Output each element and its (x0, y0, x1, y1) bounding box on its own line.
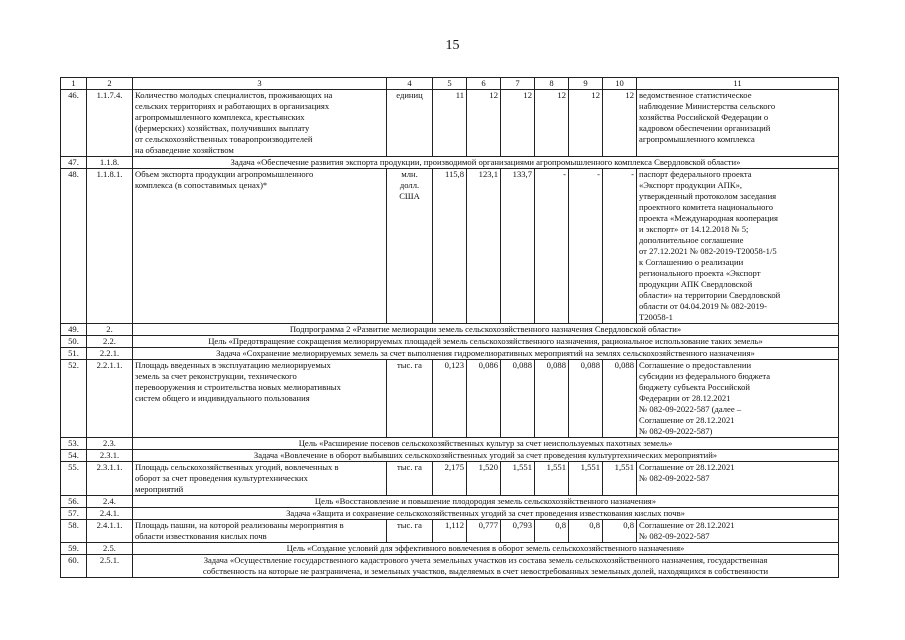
row-number-cell: 54. (61, 450, 87, 462)
source-cell: ведомственное статистическое наблюдение Министерства сельского хозяйства Российской Федерации о кадровом обеспечении организаций агропромышленного комплекса (637, 90, 839, 157)
section-title-cell: Задача «Защита и сохранение сельскохозяйственных угодий за счет проведения известкования кислых почв» (133, 508, 839, 520)
value-cell: - (535, 169, 569, 324)
row-number-cell: 51. (61, 348, 87, 360)
unit-cell: млн. долл. США (387, 169, 433, 324)
header-cell: 9 (569, 78, 603, 90)
source-cell: Соглашение о предоставлении субсидии из федерального бюджета бюджету субъекта Российской Федерации от 28.12.2021 № 082-09-2022-587 (далее – Соглашение от 28.12.2021 № 082-09-2022-587) (637, 360, 839, 438)
source-cell: паспорт федерального проекта «Экспорт продукции АПК», утвержденный протоколом заседания проектного комитета национального проекта «Международная кооперация и экспорт» от 14.12.2018 № 5; дополнительное соглашение от 27.12.2021 № 082-2019-Т20058-1/5 к Соглашению о реализации регионального проекта «Экспорт продукции АПК Свердловской области» на территории Свердловской области от 04.04.2019 № 082-2019- Т20058-1 (637, 169, 839, 324)
row-code-cell: 2.4.1. (87, 508, 133, 520)
section-title-cell: Подпрограмма 2 «Развитие мелиорации земель сельскохозяйственного назначения Свердловской области» (133, 324, 839, 336)
value-cell: 0,088 (535, 360, 569, 438)
row-code-cell: 2.2. (87, 336, 133, 348)
row-number-cell: 55. (61, 462, 87, 496)
page-number: 15 (445, 38, 460, 53)
value-cell: 0,793 (501, 520, 535, 543)
header-cell: 7 (501, 78, 535, 90)
section-row (61, 555, 839, 578)
indicator-name-cell: Площадь пашни, на которой реализованы мероприятия в области известкования кислых почв (133, 520, 387, 543)
value-cell: 0,088 (569, 360, 603, 438)
header-cell: 3 (133, 78, 387, 90)
source-cell: Соглашение от 28.12.2021 № 082-09-2022-587 (637, 520, 839, 543)
header-cell: 11 (637, 78, 839, 90)
section-title-cell: Цель «Создание условий для эффективного вовлечения в оборот земель сельскохозяйственного назначения» (133, 543, 839, 555)
section-title-cell: Задача «Вовлечение в оборот выбывших сельскохозяйственных угодий за счет проведения культуртехнических мероприятий» (133, 450, 839, 462)
value-cell: 133,7 (501, 169, 535, 324)
header-cell: 8 (535, 78, 569, 90)
value-cell: 0,8 (569, 520, 603, 543)
header-cell: 6 (467, 78, 501, 90)
indicator-name-cell: Площадь введенных в эксплуатацию мелиорируемых земель за счет реконструкции, технического перевооружения и строительства новых мелиоративных систем общего и индивидуального пользования (133, 360, 387, 438)
indicator-name-cell: Площадь сельскохозяйственных угодий, вовлеченных в оборот за счет проведения культуртехнических мероприятий (133, 462, 387, 496)
value-cell: 1,551 (569, 462, 603, 496)
table-row (61, 462, 839, 496)
row-code-cell: 2.5. (87, 543, 133, 555)
value-cell: 12 (569, 90, 603, 157)
row-code-cell: 1.1.8. (87, 157, 133, 169)
header-cell: 4 (387, 78, 433, 90)
row-code-cell: 2.3.1.1. (87, 462, 133, 496)
header-cell: 5 (433, 78, 467, 90)
table-row (61, 169, 839, 324)
indicator-table (60, 77, 839, 578)
value-cell: 1,551 (501, 462, 535, 496)
value-cell: 123,1 (467, 169, 501, 324)
row-code-cell: 1.1.7.4. (87, 90, 133, 157)
header-cell: 10 (603, 78, 637, 90)
row-number-cell: 58. (61, 520, 87, 543)
section-row (61, 508, 839, 520)
row-code-cell: 2.3.1. (87, 450, 133, 462)
row-code-cell: 1.1.8.1. (87, 169, 133, 324)
value-cell: 115,8 (433, 169, 467, 324)
section-row (61, 336, 839, 348)
section-row (61, 348, 839, 360)
value-cell: 1,551 (603, 462, 637, 496)
table-row (61, 360, 839, 438)
unit-cell: тыс. га (387, 360, 433, 438)
unit-cell: тыс. га (387, 462, 433, 496)
table-row (61, 520, 839, 543)
value-cell: 0,777 (467, 520, 501, 543)
row-code-cell: 2. (87, 324, 133, 336)
section-row (61, 157, 839, 169)
row-number-cell: 56. (61, 496, 87, 508)
header-cell: 2 (87, 78, 133, 90)
value-cell: - (569, 169, 603, 324)
value-cell: 1,520 (467, 462, 501, 496)
indicator-name-cell: Объем экспорта продукции агропромышленного комплекса (в сопоставимых ценах)* (133, 169, 387, 324)
value-cell: 0,088 (603, 360, 637, 438)
row-code-cell: 2.4. (87, 496, 133, 508)
header-row (61, 78, 839, 90)
row-code-cell: 2.4.1.1. (87, 520, 133, 543)
value-cell: 12 (501, 90, 535, 157)
value-cell: - (603, 169, 637, 324)
row-number-cell: 52. (61, 360, 87, 438)
section-title-cell: Задача «Обеспечение развития экспорта продукции, производимой организациями агропромышленного комплекса Свердловской области» (133, 157, 839, 169)
section-row (61, 324, 839, 336)
row-number-cell: 57. (61, 508, 87, 520)
row-code-cell: 2.2.1. (87, 348, 133, 360)
unit-cell: тыс. га (387, 520, 433, 543)
value-cell: 0,8 (535, 520, 569, 543)
value-cell: 0,123 (433, 360, 467, 438)
row-number-cell: 60. (61, 555, 87, 578)
source-cell: Соглашение от 28.12.2021 № 082-09-2022-587 (637, 462, 839, 496)
row-code-cell: 2.3. (87, 438, 133, 450)
value-cell: 1,551 (535, 462, 569, 496)
header-cell: 1 (61, 78, 87, 90)
section-row (61, 450, 839, 462)
row-code-cell: 2.2.1.1. (87, 360, 133, 438)
value-cell: 11 (433, 90, 467, 157)
section-title-cell: Цель «Предотвращение сокращения мелиорируемых площадей земель сельскохозяйственного назначения, рациональное использование таких земель» (133, 336, 839, 348)
section-title-cell: Цель «Восстановление и повышение плодородия земель сельскохозяйственного назначения» (133, 496, 839, 508)
row-number-cell: 53. (61, 438, 87, 450)
row-code-cell: 2.5.1. (87, 555, 133, 578)
row-number-cell: 47. (61, 157, 87, 169)
table-row (61, 90, 839, 157)
value-cell: 0,086 (467, 360, 501, 438)
value-cell: 1,112 (433, 520, 467, 543)
section-row (61, 438, 839, 450)
row-number-cell: 49. (61, 324, 87, 336)
section-title-cell: Задача «Сохранение мелиорируемых земель за счет выполнения гидромелиоративных мероприятий на землях сельскохозяйственного назначения» (133, 348, 839, 360)
row-number-cell: 50. (61, 336, 87, 348)
indicator-name-cell: Количество молодых специалистов, проживающих на сельских территориях и работающих в организациях агропромышленного комплекса, крестьянских (фермерских) хозяйствах, получивших выплату от сельскохозяйственных товаропроизводителей на обзаведение хозяйством (133, 90, 387, 157)
value-cell: 12 (603, 90, 637, 157)
section-row (61, 543, 839, 555)
value-cell: 0,8 (603, 520, 637, 543)
row-number-cell: 48. (61, 169, 87, 324)
value-cell: 0,088 (501, 360, 535, 438)
unit-cell: единиц (387, 90, 433, 157)
section-row (61, 496, 839, 508)
section-title-cell: Цель «Расширение посевов сельскохозяйственных культур за счет неиспользуемых пахотных земель» (133, 438, 839, 450)
value-cell: 2,175 (433, 462, 467, 496)
section-title-cell: Задача «Осуществление государственного кадастрового учета земельных участков из состава земель сельскохозяйственного назначения, государственная собственность на которые не разграничена, и земельных участков, выделяемых в счет невостребованных земельных долей, находящихся в собственности (133, 555, 839, 578)
row-number-cell: 46. (61, 90, 87, 157)
value-cell: 12 (467, 90, 501, 157)
row-number-cell: 59. (61, 543, 87, 555)
value-cell: 12 (535, 90, 569, 157)
